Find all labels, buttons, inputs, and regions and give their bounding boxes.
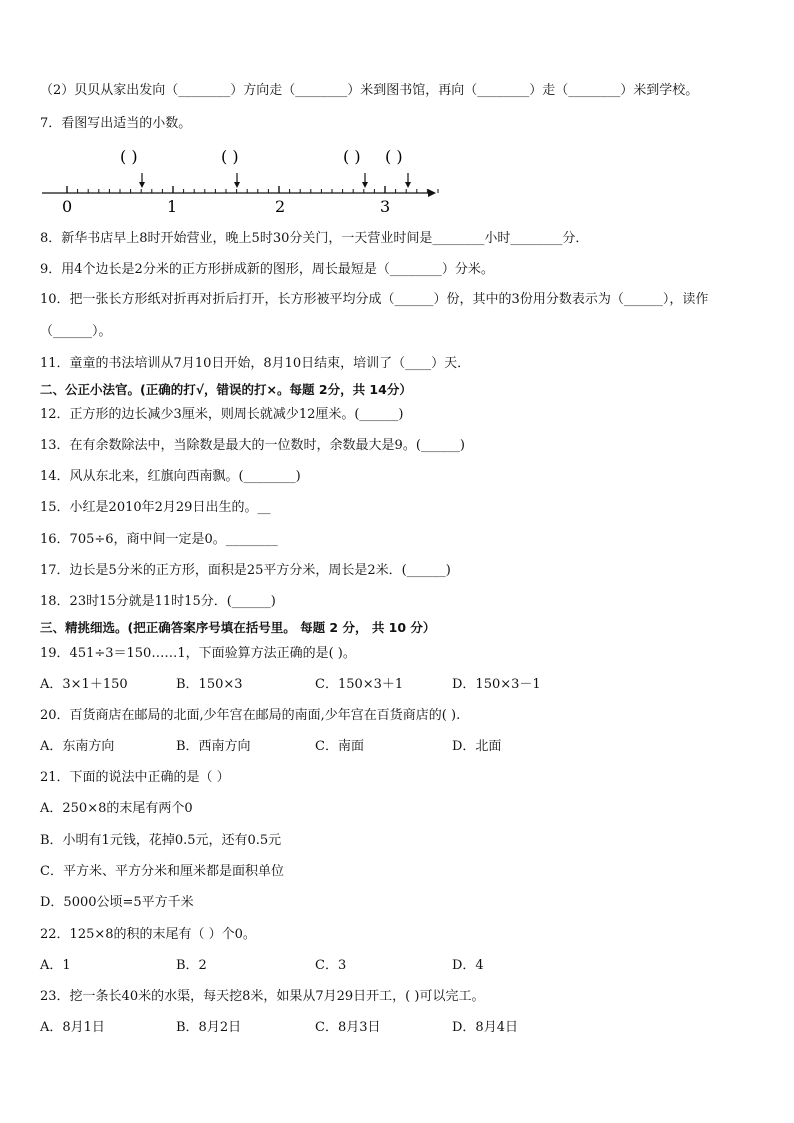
q23-option-d[interactable]: D．8月4日 bbox=[452, 1020, 518, 1035]
q10-line1: 10．把一张长方形纸对折再对折后打开，长方形被平均分成（______）份，其中的3份用分数表示为（______），读作 bbox=[40, 292, 709, 307]
q22-option-d[interactable]: D．4 bbox=[452, 958, 484, 973]
axis-arrowhead bbox=[428, 189, 436, 197]
arrow-marker-2 bbox=[234, 173, 240, 188]
q20-option-a[interactable]: A．东南方向 bbox=[40, 739, 115, 754]
q17: 17．边长是5分米的正方形，面积是25平方分米，周长是2米．(______) bbox=[40, 563, 451, 578]
q19-stem: 19．451÷3＝150……1，下面验算方法正确的是( )。 bbox=[40, 646, 356, 661]
q21-option-a[interactable]: A．250×8的末尾有两个0 bbox=[40, 801, 193, 816]
q11: 11．童童的书法培训从7月10日开始，8月10日结束，培训了（____）天． bbox=[40, 356, 471, 371]
arrow-marker-3 bbox=[362, 173, 368, 188]
tick-label-0: 0 bbox=[62, 197, 73, 216]
tick-label-1: 1 bbox=[167, 197, 178, 216]
q23-option-a[interactable]: A．8月1日 bbox=[40, 1020, 105, 1035]
q23-option-b[interactable]: B．8月2日 bbox=[176, 1020, 242, 1035]
q8: 8．新华书店早上8时开始营业，晚上5时30分关门，一天营业时间是________小时________分． bbox=[40, 231, 589, 246]
q19-options bbox=[40, 676, 760, 694]
q20-option-c[interactable]: C．南面 bbox=[315, 739, 364, 754]
q20-option-b[interactable]: B．西南方向 bbox=[176, 739, 251, 754]
q16: 16．705÷6，商中间一定是0。________ bbox=[40, 532, 278, 547]
q13: 13．在有余数除法中，当除数是最大的一位数时，余数最大是9。(______) bbox=[40, 438, 465, 453]
section-3-heading: 三、精挑细选。(把正确答案序号填在括号里。 每题 2 分， 共 10 分） bbox=[40, 620, 436, 635]
q19-option-d[interactable]: D．150×3－1 bbox=[452, 677, 541, 692]
q7-stem: 7．看图写出适当的小数。 bbox=[40, 116, 192, 131]
tick-label-3: 3 bbox=[380, 197, 391, 216]
q21-option-d[interactable]: D．5000公顷=5平方千米 bbox=[40, 895, 194, 910]
q18: 18．23时15分就是11时15分．(______) bbox=[40, 594, 276, 609]
q23-option-c[interactable]: C．8月3日 bbox=[315, 1020, 381, 1035]
answer-blank-3: ( ) bbox=[343, 147, 361, 166]
q22-option-a[interactable]: A．1 bbox=[40, 958, 71, 973]
q22-options bbox=[40, 957, 760, 975]
answer-blank-2: ( ) bbox=[221, 147, 239, 166]
q19-option-a[interactable]: A．3×1＋150 bbox=[40, 677, 128, 692]
q21-option-c[interactable]: C．平方米、平方分米和厘米都是面积单位 bbox=[40, 864, 284, 879]
q10-line2: （______）。 bbox=[40, 324, 112, 339]
q22-stem: 22．125×8的积的末尾有（ ）个0。 bbox=[40, 927, 256, 942]
q20-options bbox=[40, 738, 760, 756]
q20-stem: 20．百货商店在邮局的北面,少年宫在邮局的南面,少年宫在百货商店的( ). bbox=[40, 708, 461, 723]
q23-stem: 23．挖一条长40米的水渠，每天挖8米，如果从7月29日开工，( )可以完工。 bbox=[40, 989, 485, 1004]
q9: 9．用4个边长是2分米的正方形拼成新的图形，周长最短是（________）分米。 bbox=[40, 262, 494, 277]
arrow-marker-1 bbox=[139, 173, 145, 188]
number-line bbox=[30, 142, 450, 217]
q22-option-c[interactable]: C．3 bbox=[315, 958, 347, 973]
q15: 15．小红是2010年2月29日出生的。__ bbox=[40, 500, 271, 515]
section-2-heading: 二、公正小法官。(正确的打√，错误的打×。每题 2分，共 14分） bbox=[40, 382, 412, 397]
q19-option-b[interactable]: B．150×3 bbox=[176, 677, 243, 692]
tick-label-2: 2 bbox=[275, 197, 286, 216]
arrow-marker-4 bbox=[405, 173, 411, 188]
answer-blank-4: ( ) bbox=[385, 147, 403, 166]
q23-options bbox=[40, 1019, 760, 1037]
q14: 14．风从东北来，红旗向西南飘。(________) bbox=[40, 469, 301, 484]
q19-option-c[interactable]: C．150×3＋1 bbox=[315, 677, 404, 692]
q22-option-b[interactable]: B．2 bbox=[176, 958, 207, 973]
q12: 12．正方形的边长减少3厘米，则周长就减少12厘米。(______) bbox=[40, 407, 404, 422]
q6-part2: （2）贝贝从家出发向（________）方向走（________）米到图书馆，再向（________）走（________）米到学校。 bbox=[40, 83, 699, 98]
q21-option-b[interactable]: B．小明有1元钱，花掉0.5元，还有0.5元 bbox=[40, 833, 282, 848]
answer-blank-1: ( ) bbox=[120, 147, 138, 166]
q20-option-d[interactable]: D．北面 bbox=[452, 739, 502, 754]
axis-ticks bbox=[67, 186, 438, 193]
q21-stem: 21．下面的说法中正确的是（ ） bbox=[40, 770, 230, 785]
